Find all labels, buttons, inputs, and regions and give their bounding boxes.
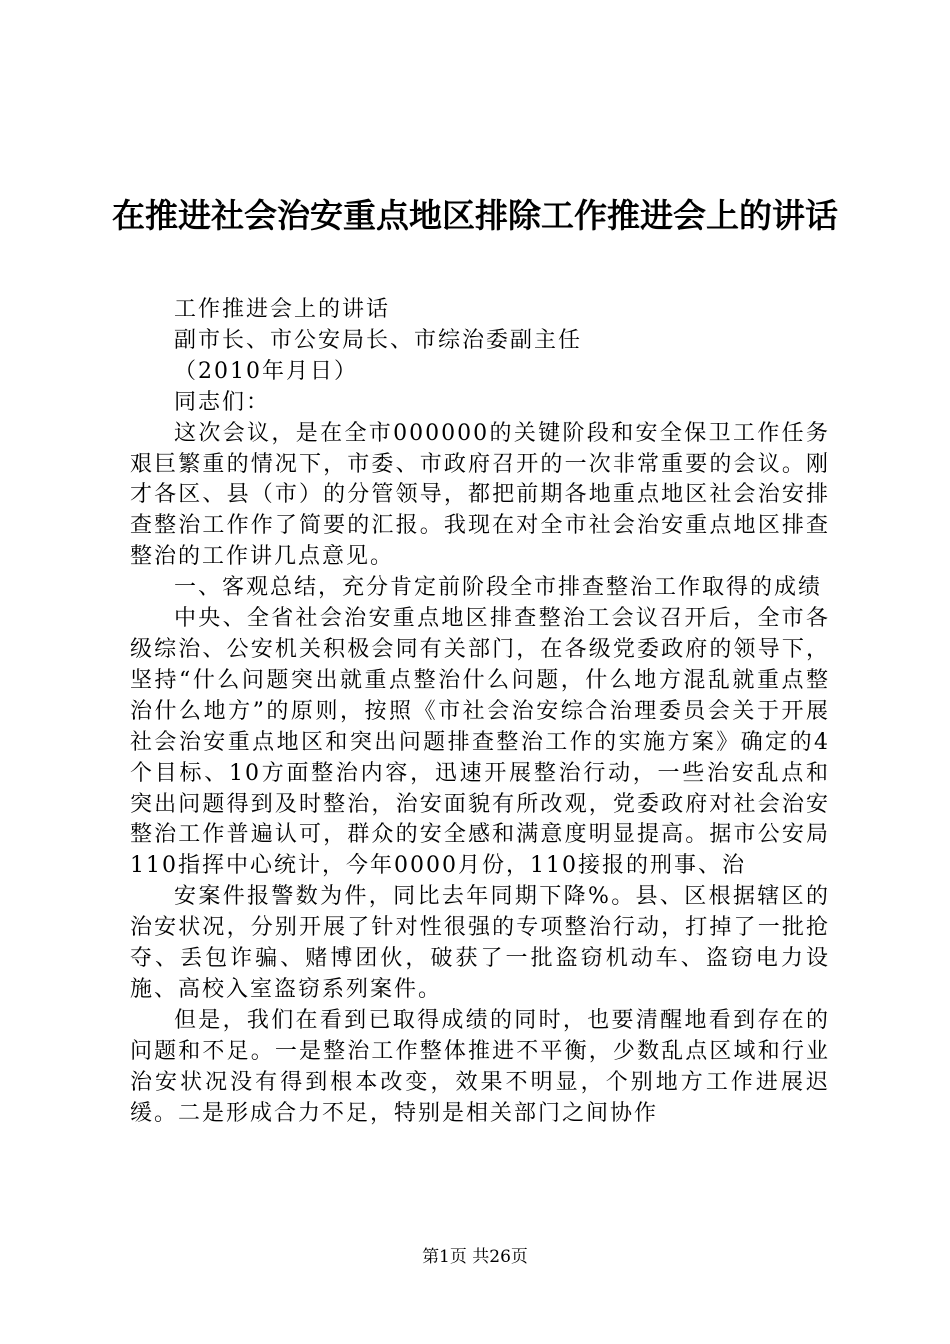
document-title: 在推进社会治安重点地区排除工作推进会上的讲话 (112, 196, 838, 235)
speaker-line: 副市长、市公安局长、市综治委副主任 (174, 327, 583, 353)
page-number-footer: 第1页 共26页 (422, 1247, 528, 1267)
document-body (130, 295, 830, 1129)
subtitle-line: 工作推进会上的讲话 (174, 297, 391, 322)
date-line: （2010年月日） (174, 358, 358, 384)
paragraph: 但是，我们在看到已取得成绩的同时，也要清醒地看到存在的问题和不足。一是整治工作整体推进不平衡，少数乱点区域和行业治安状况没有得到根本改变，效果不明显，个别地方工作进展迟缓。二是形成合力不足，特别是相关部门之间协作 (130, 1007, 830, 1126)
section-heading: 一、客观总结，充分肯定前阶段全市排查整治工作取得的成绩 (174, 575, 823, 601)
paragraph: 安案件报警数为件，同比去年同期下降%。县、区根据辖区的治安状况，分别开展了针对性很强的专项整治行动，打掉了一批抢夺、丢包诈骗、赌博团伙，破获了一批盗窃机动车、盗窃电力设施、高校入室盗窃系列案件。 (130, 884, 830, 1002)
paragraph: 中央、全省社会治安重点地区排查整治工会议召开后，全市各级综治、公安机关积极会同有关部门，在各级党委政府的领导下，坚持“什么问题突出就重点整治什么问题，什么地方混乱就重点整治什么地方”的原则，按照《市社会治安综合治理委员会关于开展社会治安重点地区和突出问题排查整治工作的实施方案》确定的4个目标、10方面整治内容，迅速开展整治行动，一些治安乱点和突出问题得到及时整治，治安面貌有所改观，党委政府对社会治安整治工作普遍认可，群众的安全感和满意度明显提高。据市公安局110指挥中心统计，今年0000月份，110接报的刑事、治 (130, 606, 830, 879)
salutation-line: 同志们： (174, 389, 271, 415)
paragraph: 这次会议，是在全市000000的关键阶段和安全保卫工作任务艰巨繁重的情况下，市委、市政府召开的一次非常重要的会议。刚才各区、县（市）的分管领导，都把前期各地重点地区社会治安排查整治工作作了简要的汇报。我现在对全市社会治安重点地区排查整治的工作讲几点意见。 (130, 420, 830, 570)
